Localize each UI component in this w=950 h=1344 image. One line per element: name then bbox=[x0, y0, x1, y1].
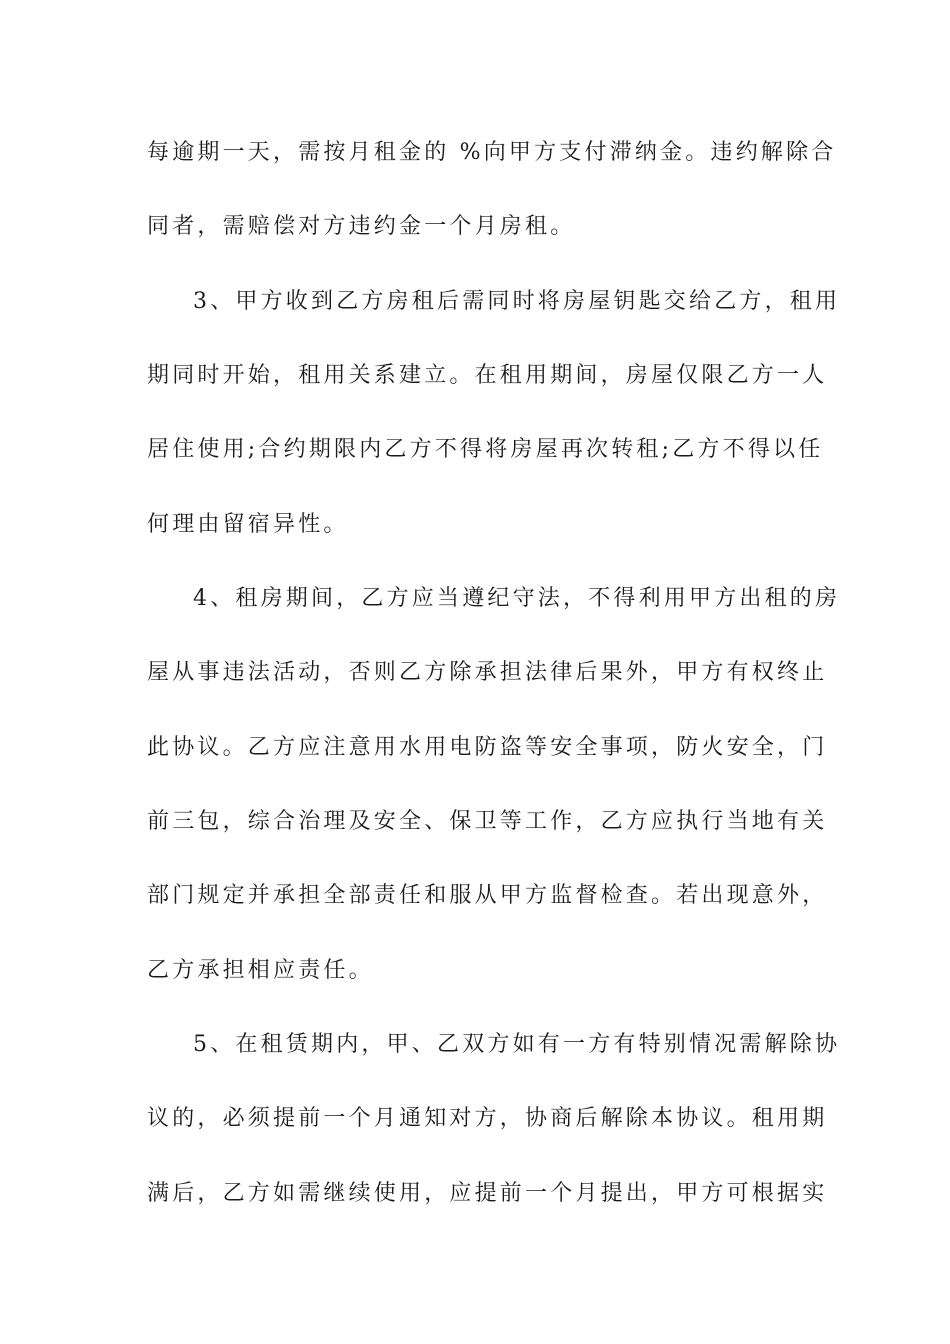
text-line-3: 3、甲方收到乙方房租后需同时将房屋钥匙交给乙方，租用 bbox=[193, 289, 841, 314]
text-line-11: 部门规定并承担全部责任和服从甲方监督检查。若出现意外， bbox=[147, 883, 828, 908]
text-line-2: 同者，需赔偿对方违约金一个月房租。 bbox=[147, 214, 576, 239]
text-line-15: 满后，乙方如需继续使用，应提前一个月提出，甲方可根据实 bbox=[147, 1181, 828, 1206]
text-line-14: 议的，必须提前一个月通知对方，协商后解除本协议。租用期 bbox=[147, 1106, 828, 1131]
text-line-4: 期同时开始，租用关系建立。在租用期间，房屋仅限乙方一人 bbox=[147, 363, 828, 388]
text-line-8: 屋从事违法活动，否则乙方除承担法律后果外，甲方有权终止 bbox=[147, 660, 828, 685]
text-line-13: 5、在租赁期内，甲、乙双方如有一方有特别情况需解除协 bbox=[193, 1032, 841, 1057]
text-line-1: 每逾期一天，需按月租金的 %向甲方支付滞纳金。违约解除合 bbox=[147, 140, 837, 165]
text-line-6: 何理由留宿异性。 bbox=[147, 512, 349, 537]
text-line-12: 乙方承担相应责任。 bbox=[147, 958, 374, 983]
text-line-9: 此协议。乙方应注意用水用电防盗等安全事项，防火安全，门 bbox=[147, 735, 828, 760]
text-line-5: 居住使用;合约期限内乙方不得将房屋再次转租;乙方不得以任 bbox=[147, 437, 824, 462]
text-line-10: 前三包，综合治理及安全、保卫等工作，乙方应执行当地有关 bbox=[147, 809, 828, 834]
text-line-7: 4、租房期间，乙方应当遵纪守法，不得利用甲方出租的房 bbox=[193, 586, 841, 611]
